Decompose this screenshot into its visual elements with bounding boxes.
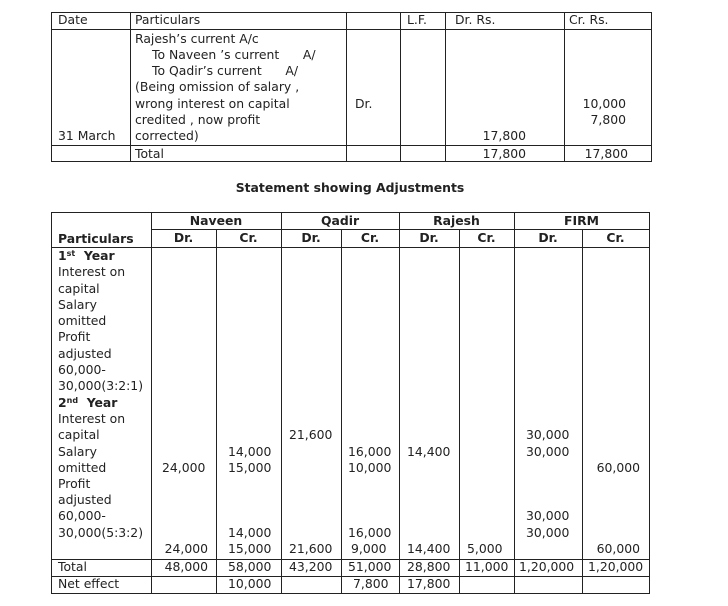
journal-particulars-line: To Qadir’s current A/ <box>152 63 299 78</box>
particulars-line: capital <box>58 427 100 442</box>
particulars-line: adjusted <box>58 492 112 507</box>
total-cell: 11,000 <box>465 559 509 574</box>
net-effect-label: Net effect <box>58 576 120 591</box>
net-effect-cell: 17,800 <box>407 576 451 591</box>
adj-col-border-firm-mid <box>582 229 583 594</box>
sub-header-dr: Dr. <box>538 230 558 245</box>
journal-header-divider <box>51 29 651 30</box>
journal-total-label: Total <box>135 146 164 161</box>
journal-dr-marker: Dr. <box>355 96 373 111</box>
statement-title: Statement showing Adjustments <box>235 180 465 195</box>
total-label: Total <box>58 559 87 574</box>
qadir-cr-cell: 10,000 <box>348 460 392 475</box>
sub-header-dr: Dr. <box>173 230 194 245</box>
adj-col-border-right <box>649 212 650 594</box>
particulars-line: Salary <box>58 444 97 459</box>
journal-header-date: Date <box>58 12 88 27</box>
adj-bottom-border <box>51 593 650 594</box>
naveen-cr-cell: 14,000 <box>228 444 272 459</box>
particulars-line: Interest on <box>58 264 126 279</box>
adj-col-border-qadir-mid <box>341 229 342 594</box>
last-row-cell: 14,400 <box>407 541 451 556</box>
firm-dr-cell: 30,000 <box>526 525 570 540</box>
particulars-line: Profit <box>58 476 91 491</box>
journal-particulars-line: wrong interest on capital <box>135 96 290 111</box>
adj-net-divider <box>51 576 650 577</box>
group-header-firm: FIRM <box>564 213 599 228</box>
particulars-line: omitted <box>58 313 107 328</box>
journal-col-border-dr <box>564 12 565 162</box>
particulars-line: 30,000(3:2:1) <box>58 378 144 393</box>
year-1-heading: 1st Year <box>58 248 115 263</box>
firm-dr-cell: 30,000 <box>526 508 570 523</box>
particulars-line: 60,000- <box>58 508 106 523</box>
qadir-dr-cell: 21,600 <box>289 427 333 442</box>
adj-col-border-left <box>51 212 52 594</box>
qadir-cr-cell: 16,000 <box>348 525 392 540</box>
journal-cr-amount: 10,000 <box>582 96 626 111</box>
group-header-naveen: Naveen <box>189 213 243 228</box>
adj-col-border-particulars <box>151 212 152 594</box>
journal-particulars-line: corrected) <box>135 128 199 143</box>
net-effect-cell: 10,000 <box>228 576 272 591</box>
last-row-cell: 21,600 <box>289 541 333 556</box>
sub-header-cr: Cr. <box>360 230 380 245</box>
adj-col-border-qadir <box>399 212 400 594</box>
adj-col-border-naveen-mid <box>216 229 217 594</box>
journal-cr-amount: 7,800 <box>590 112 626 127</box>
adj-col-border-naveen <box>281 212 282 594</box>
total-cell: 1,20,000 <box>519 559 575 574</box>
journal-total-dr: 17,800 <box>482 146 526 161</box>
naveen-dr-cell: 24,000 <box>162 460 206 475</box>
total-cell: 1,20,000 <box>588 559 644 574</box>
naveen-cr-cell: 14,000 <box>228 525 272 540</box>
last-row-cell: 15,000 <box>228 541 272 556</box>
particulars-line: adjusted <box>58 346 112 361</box>
last-row-cell: 24,000 <box>164 541 208 556</box>
journal-col-border-particulars <box>346 12 347 162</box>
qadir-cr-cell: 16,000 <box>348 444 392 459</box>
particulars-header: Particulars <box>58 231 134 246</box>
journal-date-value: 31 March <box>58 128 116 143</box>
particulars-line: Profit <box>58 329 91 344</box>
total-cell: 51,000 <box>348 559 392 574</box>
journal-total-cr: 17,800 <box>584 146 628 161</box>
particulars-line: Interest on <box>58 411 126 426</box>
sub-header-cr: Cr. <box>239 230 258 245</box>
sub-header-dr: Dr. <box>301 230 321 245</box>
group-header-qadir: Qadir <box>320 213 360 228</box>
journal-col-border-left <box>51 12 52 162</box>
firm-dr-cell: 30,000 <box>526 444 570 459</box>
firm-cr-cell: 60,000 <box>596 460 640 475</box>
journal-col-border-dr-marker <box>400 12 401 162</box>
naveen-cr-cell: 15,000 <box>228 460 272 475</box>
last-row-cell: 5,000 <box>467 541 503 556</box>
journal-header-lf: L.F. <box>407 12 427 27</box>
net-effect-cell: 7,800 <box>353 576 389 591</box>
particulars-line: 30,000(5:3:2) <box>58 525 144 540</box>
last-row-cell: 9,000 <box>351 541 387 556</box>
journal-particulars-line: credited , now profit <box>135 112 261 127</box>
journal-header-particulars: Particulars <box>135 12 201 27</box>
last-row-cell: 60,000 <box>596 541 640 556</box>
particulars-line: capital <box>58 281 100 296</box>
journal-dr-amount: 17,800 <box>482 128 526 143</box>
adj-col-border-rajesh-mid <box>459 229 460 594</box>
journal-particulars-line: To Naveen ’s current A/ <box>152 47 316 62</box>
firm-dr-cell: 30,000 <box>526 427 570 442</box>
sub-header-dr: Dr. <box>419 230 439 245</box>
sub-header-cr: Cr. <box>606 230 625 245</box>
adj-header-divider <box>51 247 650 248</box>
rajesh-dr-cell: 14,400 <box>407 444 451 459</box>
total-cell: 28,800 <box>407 559 451 574</box>
total-cell: 48,000 <box>164 559 208 574</box>
journal-header-dr: Dr. Rs. <box>455 12 496 27</box>
journal-particulars-line: (Being omission of salary , <box>135 79 300 94</box>
particulars-line: 60,000- <box>58 362 106 377</box>
total-cell: 58,000 <box>228 559 272 574</box>
particulars-line: Salary <box>58 297 97 312</box>
adj-col-border-rajesh <box>514 212 515 594</box>
total-cell: 43,200 <box>289 559 333 574</box>
particulars-line: omitted <box>58 460 107 475</box>
sub-header-cr: Cr. <box>477 230 496 245</box>
journal-particulars-line: Rajesh’s current A/c <box>135 31 259 46</box>
group-header-rajesh: Rajesh <box>433 213 480 228</box>
journal-col-border-date <box>130 12 131 162</box>
year-2-heading: 2nd Year <box>58 395 118 410</box>
journal-col-border-right <box>651 12 652 162</box>
journal-header-cr: Cr. Rs. <box>569 12 609 27</box>
